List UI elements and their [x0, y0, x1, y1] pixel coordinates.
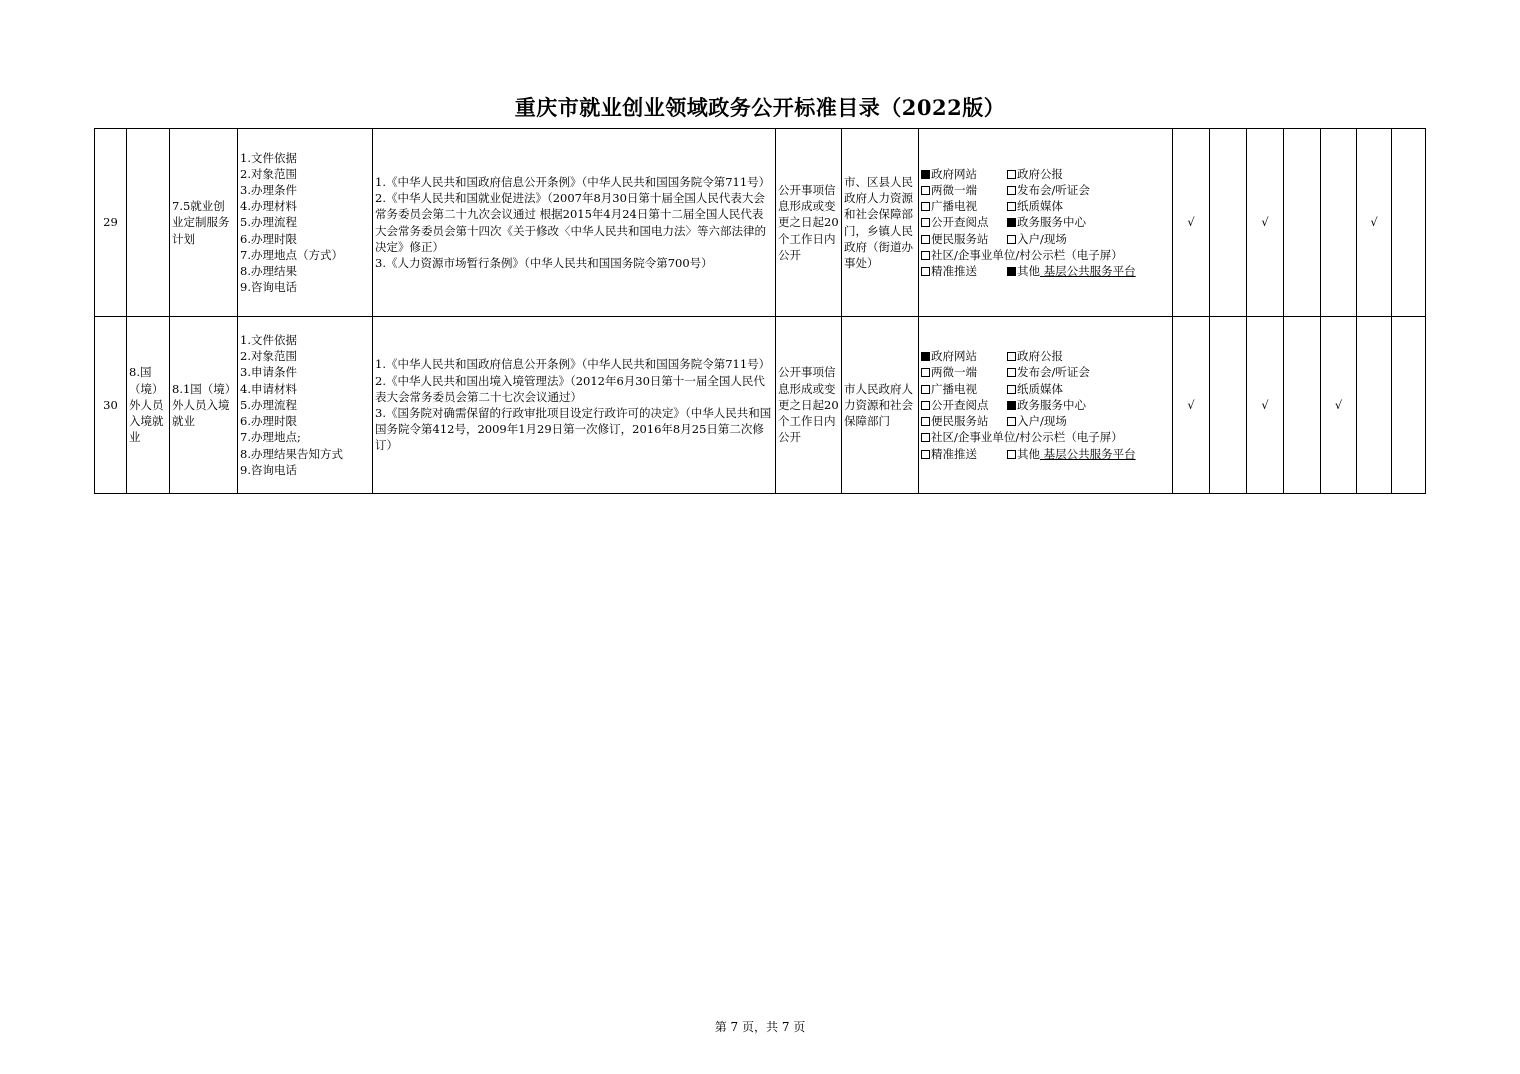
row-category: [127, 129, 170, 317]
item-text: 7.5就业创业定制服务计划: [172, 199, 230, 246]
row-time-limit: [776, 129, 842, 317]
check-mark-icon: √: [1187, 215, 1195, 230]
content-line: 1.文件依据: [240, 333, 297, 348]
channel-option: [1007, 263, 1136, 279]
channel-label: 公开查阅点: [931, 397, 989, 412]
check-cell: [1321, 129, 1357, 317]
channel-option: [921, 413, 1007, 429]
channel-label: 其他: [1017, 264, 1040, 278]
channel-option: [1007, 348, 1063, 364]
unchecked-box-icon: [1007, 352, 1016, 361]
row-basis: [373, 317, 776, 494]
unchecked-box-icon: [1007, 417, 1016, 426]
check-cell: [1392, 317, 1426, 494]
channel-line: [921, 446, 1170, 462]
unchecked-box-icon: [1007, 235, 1016, 244]
checked-box-icon: [1007, 267, 1016, 276]
content-line: 9.咨询电话: [240, 462, 297, 477]
channel-label: 便民服务站: [931, 414, 989, 429]
channel-label: 公开查阅点: [931, 215, 989, 230]
check-cell: [1321, 317, 1357, 494]
time-limit-text: 公开事项信息形成或变更之日起20个工作日内公开: [778, 365, 839, 445]
content-line: 8.办理结果告知方式: [240, 446, 343, 461]
channel-label: 广播电视: [931, 199, 977, 214]
channel-line: [921, 166, 1170, 182]
row-subject: [842, 317, 919, 494]
basis-line: 3.《人力资源市场暂行条例》（中华人民共和国国务院令第700号）: [375, 255, 713, 270]
basis-line: 2.《中华人民共和国出境入境管理法》（2012年6月30日第十一届全国人民代表大会常务委员会第二十七次会议通过）: [375, 373, 765, 404]
check-mark-icon: √: [1261, 215, 1269, 230]
content-line: 2.对象范围: [240, 166, 297, 181]
channel-option: [1007, 446, 1136, 462]
content-line: 5.办理流程: [240, 215, 297, 230]
unchecked-box-icon: [921, 433, 930, 442]
channel-line: [921, 198, 1170, 214]
check-mark-icon: √: [1187, 397, 1195, 412]
table-body: [95, 129, 1426, 494]
unchecked-box-icon: [921, 235, 930, 244]
unchecked-box-icon: [921, 202, 930, 211]
channel-label: 政府网站: [931, 166, 977, 181]
check-cell: [1173, 317, 1210, 494]
basis-line: 1.《中华人民共和国政府信息公开条例》（中华人民共和国国务院令第711号）: [375, 174, 771, 189]
check-cell: [1284, 317, 1321, 494]
channel-option: [1007, 214, 1086, 230]
channel-label: 两微一端: [931, 182, 977, 197]
row-channels: [919, 129, 1173, 317]
channel-label: 发布会/听证会: [1017, 365, 1090, 380]
channel-label: 入户/现场: [1017, 414, 1067, 429]
channel-line: [921, 247, 1170, 263]
content-line: 2.对象范围: [240, 349, 297, 364]
check-mark-icon: √: [1334, 397, 1343, 412]
channel-option: [921, 446, 1007, 462]
channel-label: 精准推送: [931, 446, 977, 461]
channel-line: [921, 182, 1170, 198]
category-text: 8.国（境）外人员入境就业: [129, 365, 164, 445]
channel-option: [921, 166, 1007, 182]
unchecked-box-icon: [1007, 368, 1016, 377]
channel-option: [921, 182, 1007, 198]
channel-line: [921, 231, 1170, 247]
row-basis: [373, 129, 776, 317]
channel-option: [1007, 198, 1063, 214]
channel-label: 两微一端: [931, 365, 977, 380]
check-mark-icon: √: [1370, 215, 1378, 230]
row-subject: [842, 129, 919, 317]
row-number: 30: [95, 317, 127, 494]
check-cell: [1247, 317, 1284, 494]
unchecked-box-icon: [1007, 170, 1016, 179]
channel-option: [921, 397, 1007, 413]
channel-option: [921, 263, 1007, 279]
content-line: 3.申请条件: [240, 365, 297, 380]
content-line: 4.申请材料: [240, 381, 297, 396]
subject-text: 市、区县人民政府人力资源和社会保障部门，乡镇人民政府（街道办事处）: [844, 174, 913, 270]
basis-line: 2.《中华人民共和国就业促进法》（2007年8月30日第十届全国人民代表大会常务委员会第二十九次会议通过 根据2015年4月24日第十二届全国人民代表大会常务委员会第十四次《关于修改〈中华人民共和国电力法〉等六部法律的决定》修正）: [375, 191, 766, 254]
content-line: 3.办理条件: [240, 182, 297, 197]
check-cell: [1173, 129, 1210, 317]
unchecked-box-icon: [921, 267, 930, 276]
catalog-table: [94, 128, 1426, 494]
row-category: [127, 317, 170, 494]
content-line: 6.办理时限: [240, 414, 297, 429]
channel-option: [921, 381, 1007, 397]
item-text: 8.1国（境）外人员入境就业: [172, 381, 231, 429]
row-content: [238, 317, 373, 494]
check-mark-icon: √: [1261, 397, 1269, 412]
channel-option: [921, 198, 1007, 214]
unchecked-box-icon: [921, 186, 930, 195]
unchecked-box-icon: [1007, 385, 1016, 394]
channel-other-underline: 基层公共服务平台: [1040, 446, 1136, 461]
content-line: 9.咨询电话: [240, 280, 297, 295]
channel-line: [921, 429, 1170, 445]
channel-line: [921, 381, 1170, 397]
content-line: 6.办理时限: [240, 231, 297, 246]
channel-label: 社区/企事业单位/村公示栏（电子屏）: [931, 430, 1123, 445]
basis-line: 1.《中华人民共和国政府信息公开条例》（中华人民共和国国务院令第711号）: [375, 357, 771, 372]
channel-option: [921, 247, 1123, 263]
content-line: 7.办理地点;: [240, 430, 301, 445]
unchecked-box-icon: [921, 450, 930, 459]
content-line: 5.办理流程: [240, 397, 297, 412]
unchecked-box-icon: [921, 218, 930, 227]
row-time-limit: [776, 317, 842, 494]
channel-label: 政府网站: [931, 349, 977, 364]
row-item: [170, 317, 238, 494]
unchecked-box-icon: [1007, 202, 1016, 211]
channel-option: [1007, 182, 1090, 198]
channel-label: 社区/企事业单位/村公示栏（电子屏）: [931, 247, 1123, 262]
channel-label: 发布会/听证会: [1017, 182, 1090, 197]
unchecked-box-icon: [1007, 186, 1016, 195]
subject-text: 市人民政府人力资源和社会保障部门: [844, 381, 913, 429]
table-row: [95, 317, 1426, 494]
channel-label: 广播电视: [931, 381, 977, 396]
checked-box-icon: [921, 170, 930, 179]
row-content: [238, 129, 373, 317]
channel-label: 政务服务中心: [1017, 215, 1086, 230]
channel-label: 政府公报: [1017, 166, 1063, 181]
channel-option: [921, 348, 1007, 364]
content-line: 4.办理材料: [240, 199, 297, 214]
channel-option: [921, 231, 1007, 247]
table-row: [95, 129, 1426, 317]
content-line: 1.文件依据: [240, 150, 297, 165]
channel-option: [1007, 166, 1063, 182]
channel-line: [921, 348, 1170, 364]
check-cell: [1357, 317, 1392, 494]
checked-box-icon: [921, 352, 930, 361]
channel-label: 入户/现场: [1017, 231, 1067, 246]
time-limit-text: 公开事项信息形成或变更之日起20个工作日内公开: [778, 182, 839, 262]
page-footer: 第 7 页，共 7 页: [714, 1020, 806, 1034]
page-title: 重庆市就业创业领域政务公开标准目录（2022版）: [514, 95, 1006, 120]
checked-box-icon: [1007, 401, 1016, 410]
channel-option: [921, 429, 1123, 445]
unchecked-box-icon: [921, 417, 930, 426]
unchecked-box-icon: [921, 368, 930, 377]
channel-line: [921, 214, 1170, 230]
unchecked-box-icon: [921, 401, 930, 410]
channel-option: [1007, 381, 1063, 397]
check-cell: [1392, 129, 1426, 317]
channel-option: [921, 214, 1007, 230]
channel-option: [1007, 413, 1067, 429]
channel-label: 纸质媒体: [1017, 199, 1063, 214]
check-cell: [1210, 317, 1247, 494]
channel-label: 其他: [1017, 446, 1040, 461]
channel-label: 政府公报: [1017, 349, 1063, 364]
channel-option: [1007, 397, 1086, 413]
unchecked-box-icon: [1007, 450, 1016, 459]
channel-option: [1007, 364, 1090, 380]
row-number: 29: [95, 129, 127, 317]
channel-option: [1007, 231, 1067, 247]
check-cell: [1210, 129, 1247, 317]
channel-label: 便民服务站: [931, 231, 989, 246]
content-line: 8.办理结果: [240, 264, 297, 278]
channel-other-underline: 基层公共服务平台: [1040, 264, 1136, 278]
channel-line: [921, 364, 1170, 380]
check-cell: [1284, 129, 1321, 317]
check-cell: [1247, 129, 1284, 317]
row-item: [170, 129, 238, 317]
content-line: 7.办理地点（方式）: [240, 247, 343, 262]
channel-label: 精准推送: [931, 264, 977, 278]
checked-box-icon: [1007, 218, 1016, 227]
channel-option: [921, 364, 1007, 380]
unchecked-box-icon: [921, 385, 930, 394]
channel-line: [921, 397, 1170, 413]
check-cell: [1357, 129, 1392, 317]
row-channels: [919, 317, 1173, 494]
channel-label: 政务服务中心: [1017, 397, 1086, 412]
channel-line: [921, 263, 1170, 279]
basis-line: 3.《国务院对确需保留的行政审批项目设定行政许可的决定》（中华人民共和国国务院令第412号，2009年1月29日第一次修订，2016年8月25日第二次修订）: [375, 406, 772, 453]
unchecked-box-icon: [921, 251, 930, 260]
channel-label: 纸质媒体: [1017, 381, 1063, 396]
channel-line: [921, 413, 1170, 429]
